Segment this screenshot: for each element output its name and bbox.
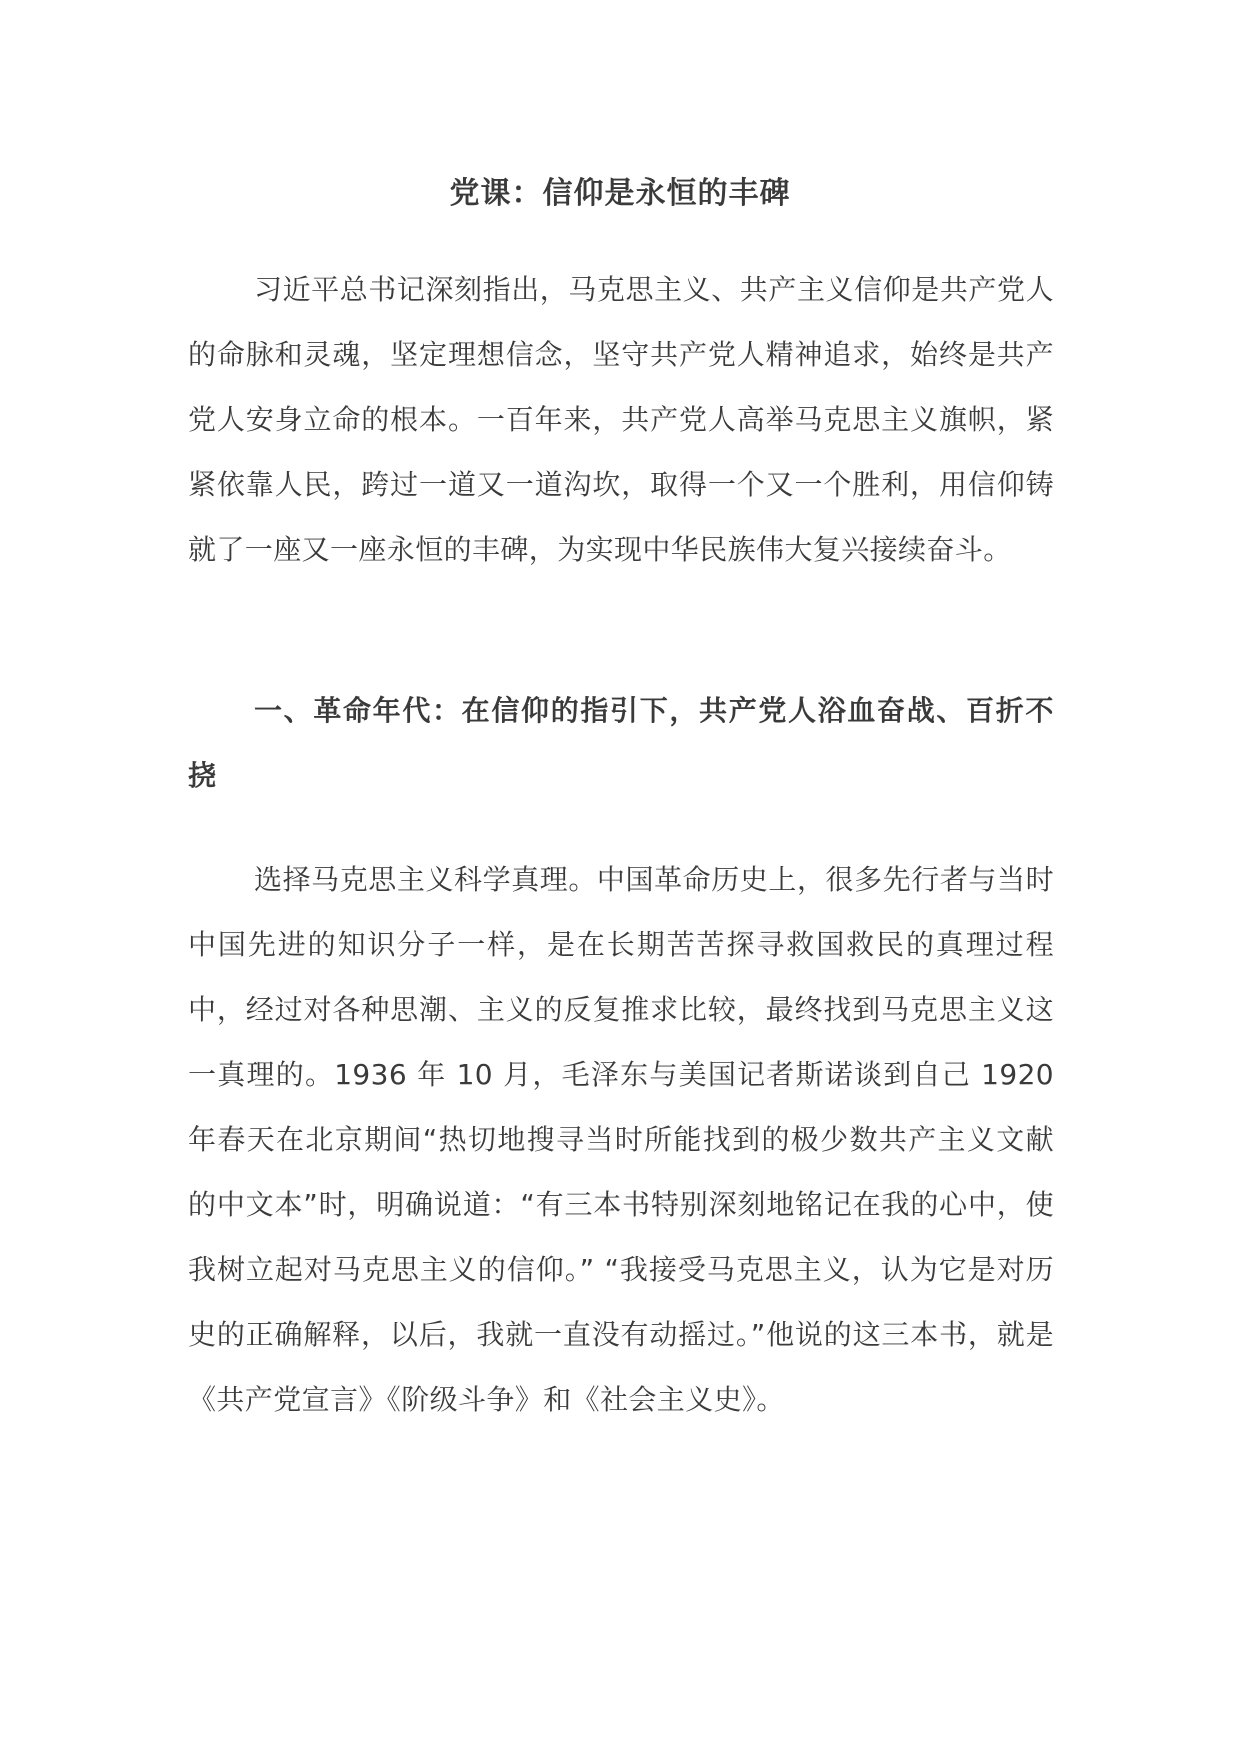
document-title: 党课：信仰是永恒的丰碑 <box>449 176 791 211</box>
intro-paragraph: 习近平总书记深刻指出，马克思主义、共产主义信仰是共产党人的命脉和灵魂，坚定理想信念，坚守共产党人精神追求，始终是共产党人安身立命的根本。一百年来，共产党人高举马克思主义旗帜，紧紧依靠人民，跨过一道又一道沟坎，取得一个又一个胜利，用信仰铸就了一座又一座永恒的丰碑，为实现中华民族伟大复兴接续奋斗。 <box>188 273 1054 566</box>
section-1-paragraph: 选择马克思主义科学真理。中国革命历史上，很多先行者与当时中国先进的知识分子一样，是在长期苦苦探寻救国救民的真理过程中，经过对各种思潮、主义的反复推求比较，最终找到马克思主义这一真理的。1936 年 10 月，毛泽东与美国记者斯诺谈到自己 1920 年春天在北京期间“热切地搜寻当时所能找到的极少数共产主义文献的中文本”时，明确说道：“有三本书特别深刻地铭记在我的心中，使我树立起对马克思主义的信仰。” “我接受马克思主义，认为它是对历史的正确解释，以后，我就一直没有动摇过。”他说的这三本书，就是《共产党宣言》《阶级斗争》和《社会主义史》。 <box>188 863 1054 1416</box>
section-heading-1: 一、革命年代：在信仰的指引下，共产党人浴血奋战、百折不挠 <box>188 694 1054 792</box>
